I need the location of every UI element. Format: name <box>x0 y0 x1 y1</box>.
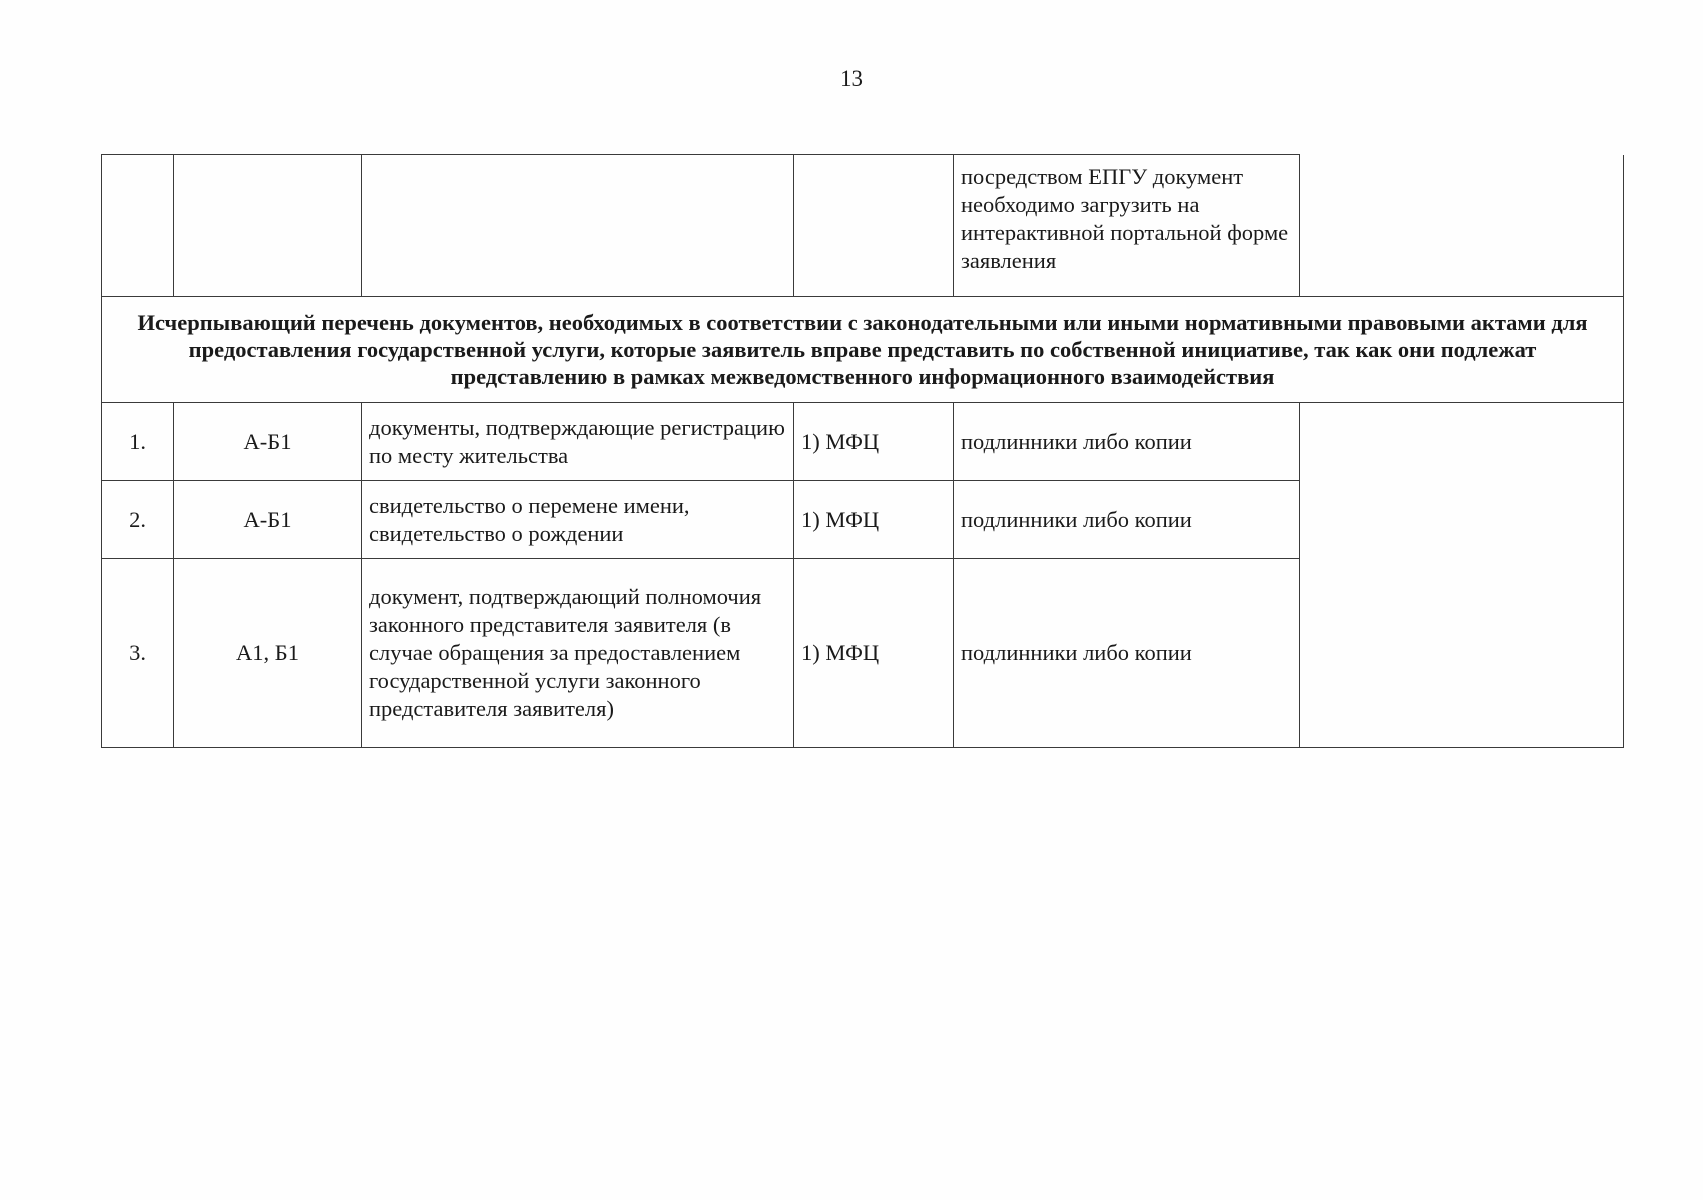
cell-num: 2. <box>102 481 174 559</box>
cell-extra-empty <box>1300 155 1624 297</box>
cell-document: свидетельство о перемене имени, свидетельство о рождении <box>362 481 794 559</box>
section-heading-row <box>102 297 1624 403</box>
cell-place: 1) МФЦ <box>794 403 954 481</box>
cell-num: 3. <box>102 559 174 748</box>
cell-num: 1. <box>102 403 174 481</box>
cell-code-empty <box>174 155 362 297</box>
cell-form: подлинники либо копии <box>954 559 1300 748</box>
cell-form: подлинники либо копии <box>954 403 1300 481</box>
cell-num-empty <box>102 155 174 297</box>
cell-place: 1) МФЦ <box>794 481 954 559</box>
page-number: 13 <box>840 66 863 91</box>
cell-form: подлинники либо копии <box>954 481 1300 559</box>
cell-place: 1) МФЦ <box>794 559 954 748</box>
cell-extra-merged <box>1300 403 1624 748</box>
cell-document-empty <box>362 155 794 297</box>
cell-code: А1, Б1 <box>174 559 362 748</box>
cell-place-empty <box>794 155 954 297</box>
section-heading: Исчерпывающий перечень документов, необходимых в соответствии с законодательными или иными нормативными правовыми актами для предоставления государственной услуги, которые заявитель вправе представить по собственной инициативе, так как они подлежат представлению в рамках межведомственного информационного взаимодействия <box>102 297 1624 403</box>
cell-code: А-Б1 <box>174 481 362 559</box>
table-row-continuation <box>102 155 1624 297</box>
cell-form-continuation: посредством ЕПГУ документ необходимо загрузить на интерактивной портальной форме заявления <box>954 155 1300 297</box>
cell-document: документы, подтверждающие регистрацию по месту жительства <box>362 403 794 481</box>
table-row <box>102 403 1624 481</box>
cell-code: А-Б1 <box>174 403 362 481</box>
documents-table <box>101 154 1624 748</box>
cell-document: документ, подтверждающий полномочия законного представителя заявителя (в случае обращения за предоставлением государственной услуги законного представителя заявителя) <box>362 559 794 748</box>
